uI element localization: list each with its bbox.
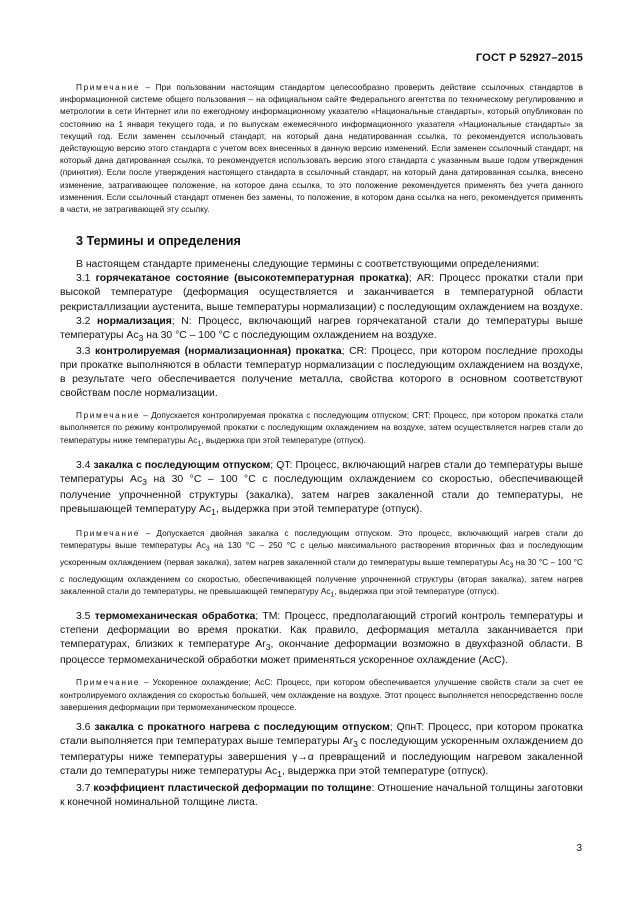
note-text: – Допускается контролируемая прокатка с последующим отпуском; CRT: Процесс, при котором прокатка стали выполняется по режиму контролируемой прокатки с последующим охлаждением на воздухе, затем осуществляется нагрев стали до температуры ниже температуры Ac (60, 410, 583, 445)
note-text: , выдержка при этой температуре (отпуск). (201, 434, 366, 445)
term-definition: ; N: Процесс, включающий нагрев горячекатаной стали до температуры выше температуры Ac (60, 315, 583, 341)
subscript: 3 (265, 642, 271, 653)
note-text: на 130 °C – 250 °C с целью максимального растворения вторичных фаз и последующим ускоренным охлаждением (первая закалка), затем нагрев закаленной стали до температуры выше температуры Ac (60, 540, 583, 568)
note-accelerated-cooling (60, 676, 583, 713)
subscript: 1 (330, 591, 335, 599)
note-references (60, 81, 583, 215)
term-name: термомеханическая обработка (94, 611, 256, 623)
term-number: 3.6 (76, 722, 91, 734)
note-crt (60, 409, 583, 450)
term-definition: на 30 °C – 100 °C с последующим охлаждением на воздухе. (143, 329, 437, 341)
term-definition: , выдержка при этой температуре (отпуск). (282, 766, 489, 778)
note-text: на 30 °C – 100 °C с последующим охлаждением со скоростью, обеспечивающей получение упрочненной структуры (вторая закалка), затем нагрев закаленной стали до температуры, не превышающей температуру Ac (60, 557, 583, 597)
term-definition: ; QT: Процесс, включающий нагрев стали до температуры выше температуры Ac (60, 459, 583, 485)
note-label: Примечание (76, 82, 141, 92)
term-3-7 (60, 782, 583, 810)
term-definition: ; QпнT: Процесс, при котором прокатка стали выполняется при температурах выше температуры Ar (60, 722, 583, 748)
term-3-3 (60, 345, 583, 401)
subscript: 1 (197, 440, 202, 448)
note-text: – При пользовании настоящим стандартом целесообразно проверить действие ссылочных стандартов в информационной системе общего пользования – на официальном сайте Федерального агентства по техническому регулированию и метрологии в сети Интернет или по ежегодному информационному указателю «Национальные стандарты», который опубликован по состоянию на 1 января текущего года, и по выпускам ежемесячного информационного указателя «Национальные стандарты» за текущий год. Если заменен ссылочный стандарт, на который дана недатированная ссылка, то рекомендуется использовать действующую версию этого стандарта с учетом всех внесенных в данную версию изменений. Если заменен ссылочный стандарт, на который дана датированная ссылка, то рекомендуется использовать версию этого стандарта с указанным выше годом утверждения (принятия). Если после утверждения настоящего стандарта в ссылочный стандарт, на который дана датированная ссылка, внесено изменение, затрагивающее положение, на которое дана ссылка, то это положение рекомендуется применять без учета данного изменения. Если ссылочный стандарт отменен без замены, то положение, в котором дана ссылка на него, рекомендуется применять в части, не затрагивающей эту ссылку. (60, 82, 583, 215)
term-definition: на 30 °C – 100 °C с последующим охлаждением со скоростью, обеспечивающей получение упрочненной структуры (закалка), затем нагрев закаленной стали до температуры, не превышающей температуру Ac (60, 473, 583, 515)
note-double-quench (60, 527, 583, 602)
term-name: нормализация (97, 315, 172, 327)
section-title: 3 Термины и определения (76, 234, 241, 249)
subscript: 3 (142, 476, 147, 487)
subscript: 3 (509, 562, 514, 570)
term-3-6 (60, 721, 583, 782)
term-3-4 (60, 459, 583, 520)
subscript: 1 (277, 769, 282, 780)
section-intro: В настоящем стандарте применены следующие термины с соответствующими определениями: (76, 259, 540, 271)
term-name: коэффициент пластической деформации по толщине (93, 782, 372, 794)
subscript: 3 (205, 545, 210, 553)
term-definition: с последующим ускоренным охлаждением до температуры ниже температуры завершения γ→α превращений и последующим нагревом закаленной стали до температуры ниже температуры Ac (60, 736, 583, 778)
subscript: 1 (211, 506, 216, 517)
page-body (60, 81, 583, 810)
term-definition: ; CR: Процесс, при котором последние проходы при прокатке выполняются в области температур нормализации с последующим охлаждением на воздухе, в результате чего обеспечивается получение металла, свойства которого в основном соответствуют свойствам после нормализации. (60, 345, 584, 400)
term-3-1 (60, 272, 583, 314)
subscript: 3 (138, 332, 144, 343)
note-label: Примечание (76, 410, 141, 421)
term-3-2 (60, 315, 583, 345)
term-definition: , окончание деформации возможно в двухфазной области. В процессе термомеханической обработки может применяться ускоренное охлаждение (AcC). (60, 639, 583, 667)
note-text: , выдержка при этой температуре (отпуск). (334, 586, 500, 597)
term-name: закалка с последующим отпуском (93, 459, 271, 471)
term-number: 3.4 (76, 459, 91, 471)
term-definition: ; AR: Процесс прокатки стали при высокой температуре (деформация осуществляется и заканчивается в температурной области рекристаллизации аустенита, выше температуры нормализации) с последующим охлаждением на воздухе. (60, 273, 584, 313)
term-name: контролируемая (нормализационная) прокатка (95, 345, 342, 357)
term-number: 3.5 (76, 611, 91, 623)
term-number: 3.2 (76, 315, 91, 327)
term-3-5 (60, 610, 583, 668)
note-label: Примечание (76, 677, 141, 688)
term-number: 3.7 (76, 782, 91, 794)
term-definition: , выдержка при этой температуре (отпуск). (215, 503, 423, 515)
note-label: Примечание (76, 528, 141, 539)
document-code: ГОСТ Р 52927–2015 (475, 52, 583, 64)
note-text: – Ускоренное охлаждение; AcC: Процесс, при котором обеспечивается улучшение свойств стали за счет ее контролируемого охлаждения со скоростью большей, чем охлаждение на воздухе. Этот процесс выполняется непосредственно после завершения деформации при термомеханическом процессе. (60, 677, 583, 712)
term-number: 3.3 (76, 345, 91, 357)
page-number: 3 (576, 843, 582, 854)
term-definition: : Отношение начальной толщины заготовки к конечной номинальной толщине листа. (60, 782, 583, 808)
subscript: 3 (353, 739, 358, 750)
term-name: закалка с прокатного нагрева с последующим отпуском (94, 722, 390, 734)
term-name: горячекатаное состояние (высокотемпературная прокатка) (95, 273, 409, 285)
term-definition: ; TM: Процесс, предполагающий строгий контроль температуры и степени деформации во время прокатки. Как правило, деформация металла заканчивается при температурах, близких к температуре Ar (60, 611, 583, 651)
term-number: 3.1 (76, 273, 91, 285)
note-text: – Допускается двойная закалка с последующим отпуском. Это процесс, включающий нагрев стали до температуры выше температуры Ac (60, 528, 583, 551)
